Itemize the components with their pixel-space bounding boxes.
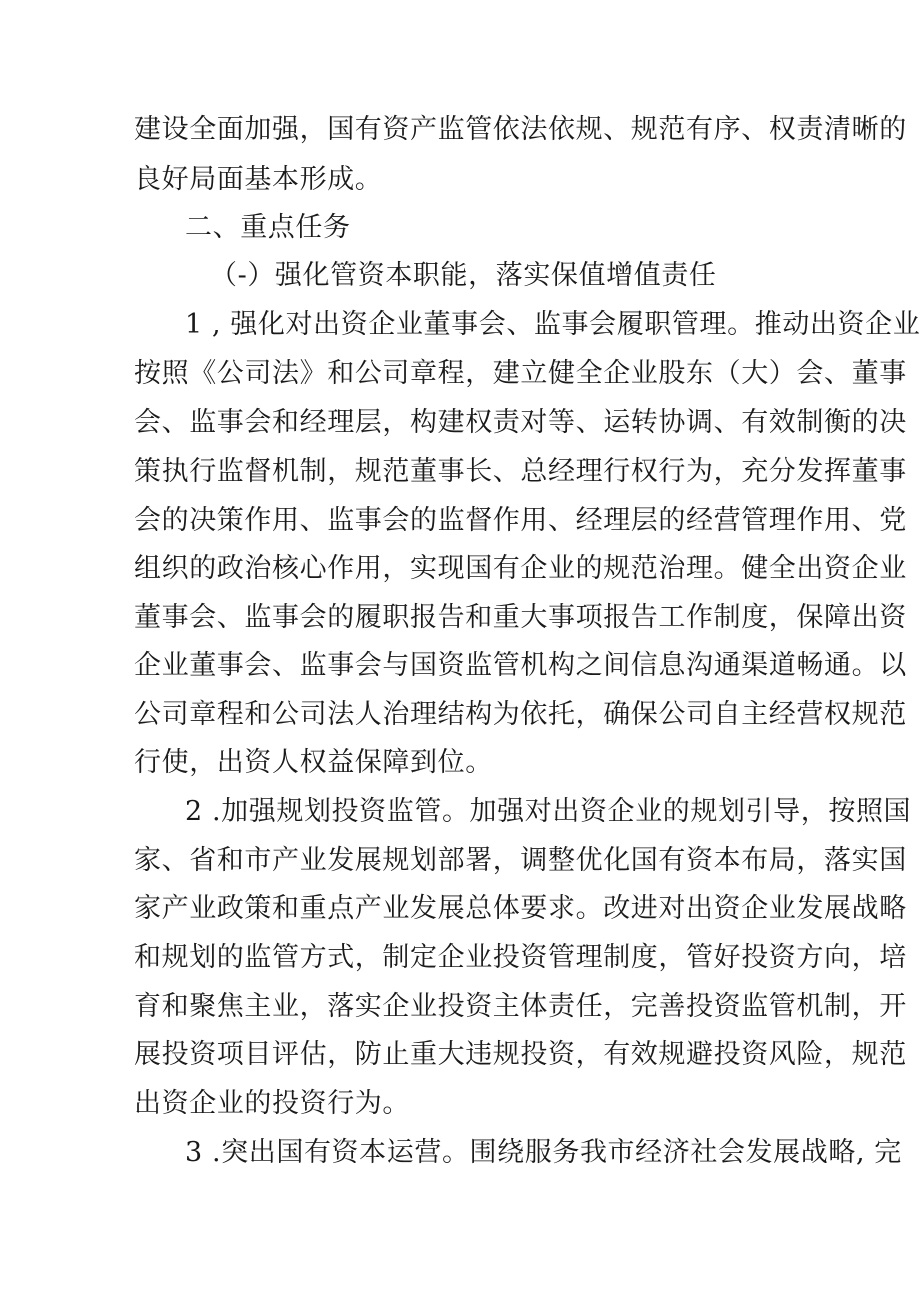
text-line: 出资企业的投资行为。: [134, 1088, 410, 1119]
text-line: 家产业政策和重点产业发展总体要求。改进对出资企业发展战略: [134, 893, 907, 924]
text-line: 行使，出资人权益保障到位。: [134, 747, 493, 778]
subsection-heading: （-）强化管资本职能，落实保值增值责任: [210, 260, 717, 291]
text-line: 育和聚焦主业，落实企业投资主体责任，完善投资监管机制，开: [134, 991, 907, 1022]
text-line: 3 .突出国有资本运营。围绕服务我市经济社会发展战略, 完: [185, 1137, 902, 1168]
text-line: 建设全面加强，国有资产监管依法依规、规范有序、权责清晰的: [134, 114, 907, 145]
text-line: 策执行监督机制，规范董事长、总经理行权行为，充分发挥董事: [134, 456, 907, 487]
text-line: 会、监事会和经理层，构建权责对等、运转协调、有效制衡的决: [134, 407, 907, 438]
text-line: 董事会、监事会的履职报告和重大事项报告工作制度，保障出资: [134, 602, 907, 633]
text-line: 按照《公司法》和公司章程，建立健全企业股东（大）会、董事: [134, 358, 907, 389]
text-line: 组织的政治核心作用，实现国有企业的规范治理。健全出资企业: [134, 553, 907, 584]
text-line: 2 .加强规划投资监管。加强对出资企业的规划引导，按照国: [185, 796, 912, 827]
text-line: 和规划的监管方式，制定企业投资管理制度，管好投资方向，培: [134, 942, 907, 973]
text-line: 会的决策作用、监事会的监督作用、经理层的经营管理作用、党: [134, 505, 907, 536]
text-line: 企业董事会、监事会与国资监管机构之间信息沟通渠道畅通。以: [134, 650, 907, 681]
text-line: 家、省和市产业发展规划部署，调整优化国有资本布局，落实国: [134, 845, 907, 876]
text-line: 良好局面基本形成。: [134, 164, 383, 195]
section-heading: 二、重点任务: [185, 212, 351, 243]
text-line: 公司章程和公司法人治理结构为依托，确保公司自主经营权规范: [134, 699, 907, 730]
text-line: 展投资项目评估，防止重大违规投资，有效规避投资风险，规范: [134, 1039, 907, 1070]
text-line: 1 , 强化对出资企业董事会、监事会履职管理。推动出资企业: [185, 309, 920, 340]
